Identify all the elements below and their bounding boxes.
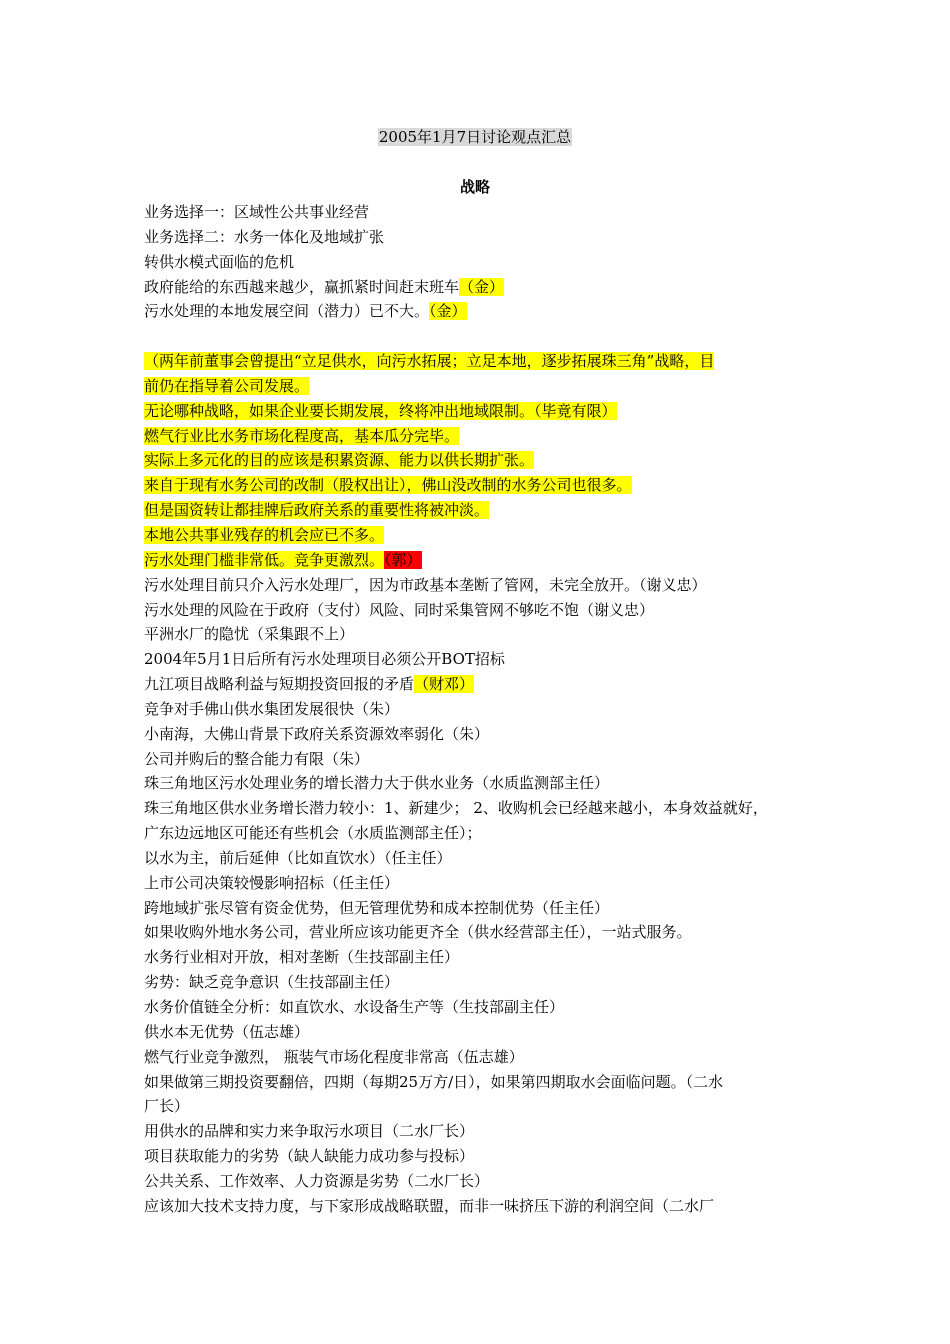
document-title [0, 126, 950, 148]
line-text: 燃气行业比水务市场化程度高，基本瓜分完毕。 [144, 426, 460, 445]
highlight-tag: （金） [459, 277, 505, 296]
highlight-tag: （财邓） [414, 675, 475, 694]
text-line [144, 374, 820, 399]
text-line [144, 250, 820, 275]
text-line [144, 299, 820, 324]
line-text: 政府能给的东西越来越少，赢抓紧时间赶末班车 [144, 277, 460, 296]
line-text: 但是国资转让都挂牌后政府关系的重要性将被冲淡。 [144, 501, 490, 520]
line-text: 九江项目战略利益与短期投资回报的矛盾 [144, 675, 415, 694]
line-text: 转供水模式面临的危机 [144, 252, 295, 271]
line-text: 来自于现有水务公司的改制（股权出让），佛山没改制的水务公司也很多。 [144, 476, 632, 495]
highlight-tag: （金） [429, 302, 467, 321]
line-text: 珠三角地区供水业务增长潜力较小：1、新建少； 2、收购机会已经越来越小，本身效益就好， [144, 799, 768, 818]
line-text: 污水处理门槛非常低。竞争更激烈。 [144, 550, 385, 569]
text-line [144, 821, 820, 846]
text-line [144, 771, 820, 796]
text-line [144, 275, 820, 300]
line-text: 污水处理的本地发展空间（潜力）已不大。 [144, 302, 430, 321]
line-text: 供水本无优势（伍志雄） [144, 1022, 310, 1041]
text-line [144, 498, 820, 523]
text-line [144, 448, 820, 473]
text-line [144, 896, 820, 921]
text-line [144, 1194, 820, 1219]
text-line [144, 1070, 820, 1095]
line-text: 如果收购外地水务公司，营业所应该功能更齐全（供水经营部主任），一站式服务。 [144, 923, 692, 942]
line-text: （两年前董事会曾提出“立足供水，向污水拓展；立足本地，逐步拓展珠三角”战略，目 [144, 352, 715, 371]
line-text: 公司并购后的整合能力有限（朱） [144, 749, 370, 768]
text-line [144, 722, 820, 747]
text-line [144, 871, 820, 896]
text-line [144, 399, 820, 424]
text-line [144, 1020, 820, 1045]
line-text: 跨地域扩张尽管有资金优势，但无管理优势和成本控制优势（任主任） [144, 898, 610, 917]
line-text: 珠三角地区污水处理业务的增长潜力大于供水业务（水质监测部主任） [144, 774, 610, 793]
text-line [144, 1144, 820, 1169]
line-text: 业务选择二：水务一体化及地域扩张 [144, 227, 385, 246]
line-text: 公共关系、工作效率、人力资源是劣势（二水厂长） [144, 1171, 490, 1190]
line-text: 污水处理的风险在于政府（支付）风险、同时采集管网不够吃不饱（谢义忠） [144, 600, 655, 619]
line-text: 2004年5月1日后所有污水处理项目必须公开BOT招标 [144, 650, 505, 669]
text-line [144, 1045, 820, 1070]
line-text: 如果做第三期投资要翻倍，四期（每期25万方/日），如果第四期取水会面临问题。（二水 [144, 1072, 724, 1091]
text-line [144, 846, 820, 871]
text-line [144, 225, 820, 250]
text-line [144, 697, 820, 722]
text-line [144, 573, 820, 598]
line-text: 水务价值链全分析：如直饮水、水设备生产等（生技部副主任） [144, 998, 565, 1016]
text-line [144, 349, 820, 374]
text-line [144, 920, 820, 945]
text-line [144, 622, 820, 647]
line-text: 以水为主，前后延伸（比如直饮水）（任主任） [144, 848, 452, 867]
line-text: 上市公司决策较慢影响招标（任主任） [144, 873, 400, 892]
text-line [144, 424, 820, 449]
line-text: 用供水的品牌和实力来争取污水项目（二水厂长） [144, 1122, 475, 1141]
red-highlight-tag: （郭） [384, 550, 422, 569]
line-text: 业务选择一：区域性公共事业经营 [144, 203, 370, 221]
text-line [144, 647, 820, 672]
line-text: 前仍在指导着公司发展。 [144, 376, 310, 395]
document-body [144, 200, 820, 1219]
blank-line [144, 324, 820, 349]
line-text: 应该加大技术支持力度，与下家形成战略联盟，而非一味挤压下游的利润空间（二水厂 [144, 1196, 715, 1215]
text-line [144, 995, 820, 1020]
line-text: 平洲水厂的隐忧（采集跟不上） [144, 625, 355, 644]
text-line [144, 523, 820, 548]
text-line [144, 970, 820, 995]
text-line [144, 473, 820, 498]
line-text: 污水处理目前只介入污水处理厂，因为市政基本垄断了管网，未完全放开。（谢义忠） [144, 575, 707, 594]
line-text: 小南海，大佛山背景下政府关系资源效率弱化（朱） [144, 724, 490, 743]
line-text: 本地公共事业残存的机会应已不多。 [144, 525, 385, 544]
line-text: 厂长） [144, 1097, 190, 1116]
section-heading: 战略 [459, 178, 490, 196]
title-text: 2005年1月7日讨论观点汇总 [378, 128, 572, 146]
text-line [144, 796, 820, 821]
text-line [144, 1119, 820, 1144]
text-line [144, 1169, 820, 1194]
text-line [144, 200, 820, 225]
line-text: 竞争对手佛山供水集团发展很快（朱） [144, 699, 400, 718]
text-line [144, 747, 820, 772]
text-line [144, 945, 820, 970]
text-line [144, 598, 820, 623]
text-line [144, 548, 820, 573]
line-text: 水务行业相对开放，相对垄断（生技部副主任） [144, 948, 460, 967]
line-text: 项目获取能力的劣势（缺人缺能力成功参与投标） [144, 1147, 475, 1166]
text-line [144, 672, 820, 697]
line-text: 实际上多元化的目的应该是积累资源、能力以供长期扩张。 [144, 451, 535, 470]
text-line [144, 1094, 820, 1119]
line-text: 劣势：缺乏竞争意识（生技部副主任） [144, 973, 400, 992]
line-text: 广东边远地区可能还有些机会（水质监测部主任）； [144, 824, 482, 843]
line-text: 燃气行业竞争激烈， 瓶装气市场化程度非常高（伍志雄） [144, 1047, 524, 1066]
line-text: 无论哪种战略，如果企业要长期发展，终将冲出地域限制。（毕竟有限） [144, 401, 617, 420]
